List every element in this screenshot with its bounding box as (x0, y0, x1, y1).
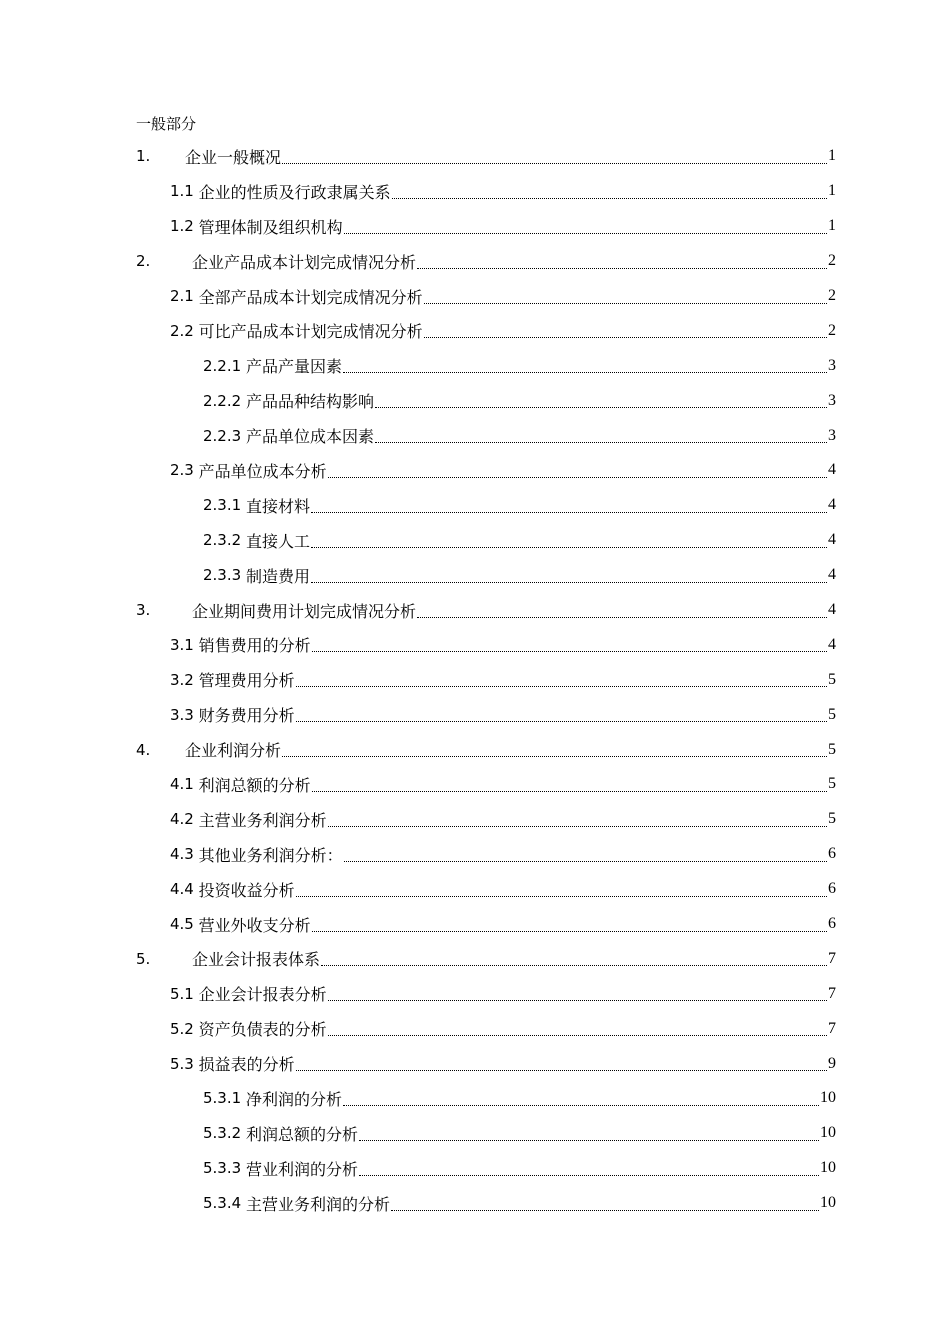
toc-entry[interactable] (0, 174, 836, 209)
toc-dot-leader (296, 686, 827, 687)
toc-entry-title: 财务费用分析 (198, 706, 295, 726)
toc-entry-page-number: 1 (828, 217, 836, 235)
toc-dot-leader (312, 791, 827, 792)
toc-entry[interactable] (0, 279, 836, 314)
toc-entry-page-number: 7 (828, 984, 836, 1002)
section-heading: 一般部分 (136, 115, 197, 133)
toc-dot-leader (328, 1035, 827, 1036)
toc-entry-number: 2.2.3 (203, 426, 246, 445)
toc-dot-leader (321, 965, 827, 966)
toc-entry-number: 4.4 (170, 880, 199, 899)
toc-entry-page-number: 10 (820, 1159, 836, 1177)
toc-entry-title: 产品单位成本分析 (198, 461, 327, 481)
toc-dot-leader (359, 1140, 819, 1141)
toc-dot-leader (312, 651, 827, 652)
toc-entry-page-number: 10 (820, 1124, 836, 1142)
toc-entry-number: 5.3.1 (203, 1089, 246, 1108)
toc-entry[interactable] (0, 1186, 836, 1221)
toc-entry-page-number: 10 (820, 1089, 836, 1107)
toc-entry[interactable] (0, 244, 836, 279)
toc-dot-leader (312, 931, 827, 932)
toc-entry-page-number: 4 (828, 566, 836, 584)
toc-entry-title: 利润总额的分析 (198, 775, 311, 795)
toc-entry-number: 1.2 (170, 217, 199, 236)
toc-entry[interactable] (0, 383, 836, 418)
toc-entry-page-number: 5 (828, 670, 836, 688)
toc-entry-title: 主营业务利润的分析 (245, 1194, 390, 1214)
toc-entry[interactable] (0, 1151, 836, 1186)
toc-entry-title: 直接材料 (245, 496, 310, 516)
toc-entry-page-number: 7 (828, 1019, 836, 1037)
toc-entry-title: 资产负债表的分析 (198, 1020, 327, 1040)
toc-entry-title: 主营业务利润分析 (198, 810, 327, 830)
toc-entry[interactable] (0, 139, 836, 174)
toc-dot-leader (375, 442, 827, 443)
toc-entry-title: 企业期间费用计划完成情况分析 (192, 601, 417, 621)
toc-entry-title: 企业产品成本计划完成情况分析 (192, 252, 417, 272)
toc-entry-page-number: 4 (828, 635, 836, 653)
toc-entry-number: 4. (136, 740, 151, 759)
toc-entry[interactable] (0, 453, 836, 488)
toc-entry-number: 5.1 (170, 984, 199, 1003)
toc-entry[interactable] (0, 872, 836, 907)
toc-entry-title: 净利润的分析 (245, 1089, 342, 1109)
toc-entry-title: 损益表的分析 (198, 1055, 295, 1075)
toc-entry-page-number: 3 (828, 356, 836, 374)
toc-entry-page-number: 4 (828, 601, 836, 619)
toc-dot-leader (417, 617, 827, 618)
toc-entry-title: 投资收益分析 (198, 880, 295, 900)
toc-entry[interactable] (0, 697, 836, 732)
toc-entry-title: 管理体制及组织机构 (198, 217, 343, 237)
toc-entry-title: 全部产品成本计划完成情况分析 (198, 287, 423, 307)
toc-entry-page-number: 7 (828, 949, 836, 967)
toc-dot-leader (328, 826, 827, 827)
toc-entry-page-number: 5 (828, 810, 836, 828)
toc-entry-title: 利润总额的分析 (245, 1124, 358, 1144)
toc-entry-number: 4.1 (170, 775, 199, 794)
toc-dot-leader (375, 407, 827, 408)
toc-entry-number: 5. (136, 949, 151, 968)
toc-dot-leader (343, 1105, 819, 1106)
toc-entry[interactable] (0, 1046, 836, 1081)
toc-entry-number: 1. (136, 147, 151, 166)
toc-entry-page-number: 10 (820, 1194, 836, 1212)
toc-entry[interactable] (0, 418, 836, 453)
toc-dot-leader (328, 477, 827, 478)
toc-dot-leader (296, 1070, 827, 1071)
toc-entry-page-number: 2 (828, 287, 836, 304)
toc-entry[interactable] (0, 348, 836, 383)
toc-entry-page-number: 2 (828, 321, 836, 339)
toc-entry[interactable] (0, 627, 836, 662)
toc-entry[interactable] (0, 732, 836, 767)
toc-entry-page-number: 4 (828, 496, 836, 514)
toc-entry-page-number: 5 (828, 705, 836, 723)
toc-entry-title: 营业外收支分析 (198, 915, 311, 935)
toc-entry-title: 管理费用分析 (198, 671, 295, 691)
toc-dot-leader (343, 372, 827, 373)
toc-entry-number: 2. (136, 252, 151, 271)
toc-dot-leader (391, 1210, 819, 1211)
toc-entry-page-number: 6 (828, 880, 836, 898)
toc-entry-number: 3. (136, 601, 151, 620)
toc-dot-leader (282, 163, 827, 164)
toc-entry[interactable] (0, 837, 836, 872)
toc-entry[interactable] (0, 488, 836, 523)
toc-dot-leader (424, 337, 827, 338)
toc-dot-leader (311, 547, 827, 548)
toc-dot-leader (296, 896, 827, 897)
toc-entry-number: 5.2 (170, 1019, 199, 1038)
toc-dot-leader (344, 861, 827, 862)
toc-entry[interactable] (0, 976, 836, 1011)
toc-entry[interactable] (0, 1081, 836, 1116)
toc-entry-number: 2.2.2 (203, 391, 246, 410)
toc-entry-number: 2.2 (170, 321, 199, 340)
toc-entry[interactable] (0, 523, 836, 558)
toc-entry-page-number: 2 (828, 252, 836, 270)
toc-entry[interactable] (0, 941, 836, 976)
toc-dot-leader (296, 721, 827, 722)
toc-entry-title: 直接人工 (245, 531, 310, 551)
toc-entry[interactable] (0, 593, 836, 628)
toc-dot-leader (424, 303, 827, 304)
toc-entry-title: 企业会计报表体系 (192, 950, 321, 970)
toc-entry[interactable] (0, 313, 836, 348)
toc-entry[interactable] (0, 1011, 836, 1046)
toc-entry-number: 2.1 (170, 287, 199, 305)
toc-entry-title: 可比产品成本计划完成情况分析 (198, 322, 423, 342)
toc-dot-leader (282, 756, 827, 757)
toc-entry-page-number: 1 (828, 182, 836, 200)
toc-entry-page-number: 1 (828, 147, 836, 165)
toc-entry[interactable] (0, 802, 836, 837)
toc-entry-number: 5.3.2 (203, 1124, 246, 1143)
toc-dot-leader (311, 582, 827, 583)
toc-entry-number: 3.3 (170, 705, 199, 724)
toc-entry-page-number: 3 (828, 391, 836, 409)
toc-entry-number: 5.3 (170, 1054, 199, 1073)
toc-entry-title: 企业一般概况 (185, 147, 282, 167)
toc-entry-title: 企业的性质及行政隶属关系 (198, 182, 391, 202)
toc-entry-title: 营业利润的分析 (245, 1159, 358, 1179)
toc-entry-number: 5.3.4 (203, 1194, 246, 1213)
toc-entry[interactable] (0, 1116, 836, 1151)
toc-entry-page-number: 6 (828, 915, 836, 933)
toc-dot-leader (417, 268, 827, 269)
toc-entry-title: 销售费用的分析 (198, 636, 311, 656)
toc-entry[interactable] (0, 907, 836, 942)
toc-entry-page-number: 4 (828, 531, 836, 549)
toc-entry[interactable] (0, 767, 836, 802)
toc-dot-leader (311, 512, 827, 513)
toc-entry-page-number: 4 (828, 461, 836, 479)
toc-entry-number: 4.5 (170, 915, 199, 934)
toc-entry-title: 产品产量因素 (245, 357, 342, 377)
toc-entry-page-number: 6 (828, 845, 836, 863)
toc-entry-number: 3.1 (170, 635, 199, 654)
toc-dot-leader (328, 1000, 827, 1001)
toc-entry-number: 2.3.2 (203, 531, 246, 550)
toc-entry-page-number: 9 (828, 1054, 836, 1072)
toc-entry-title: 产品单位成本因素 (245, 427, 374, 447)
toc-entry-number: 5.3.3 (203, 1159, 246, 1178)
toc-entry-page-number: 5 (828, 740, 836, 758)
toc-entry-number: 1.1 (170, 182, 199, 201)
toc-entry-number: 4.2 (170, 810, 199, 829)
toc-dot-leader (392, 198, 827, 199)
toc-entry-title: 企业会计报表分析 (198, 985, 327, 1005)
toc-entry-title: 企业利润分析 (185, 741, 282, 761)
toc-entry-number: 3.2 (170, 670, 199, 689)
toc-entry-title: 其他业务利润分析： (198, 845, 343, 865)
toc-entry-number: 2.2.1 (203, 356, 246, 375)
table-of-contents (0, 139, 950, 1221)
toc-entry-page-number: 5 (828, 775, 836, 793)
toc-dot-leader (344, 233, 827, 234)
toc-entry-title: 产品品种结构影响 (245, 392, 374, 412)
toc-entry[interactable] (0, 662, 836, 697)
toc-entry-title: 制造费用 (245, 566, 310, 586)
toc-entry-number: 2.3.1 (203, 496, 246, 515)
toc-dot-leader (359, 1175, 819, 1176)
toc-entry-page-number: 3 (828, 426, 836, 444)
toc-entry-number: 4.3 (170, 845, 199, 864)
toc-entry-number: 2.3 (170, 461, 199, 480)
toc-entry[interactable] (0, 558, 836, 593)
toc-entry[interactable] (0, 209, 836, 244)
toc-entry-number: 2.3.3 (203, 566, 246, 585)
